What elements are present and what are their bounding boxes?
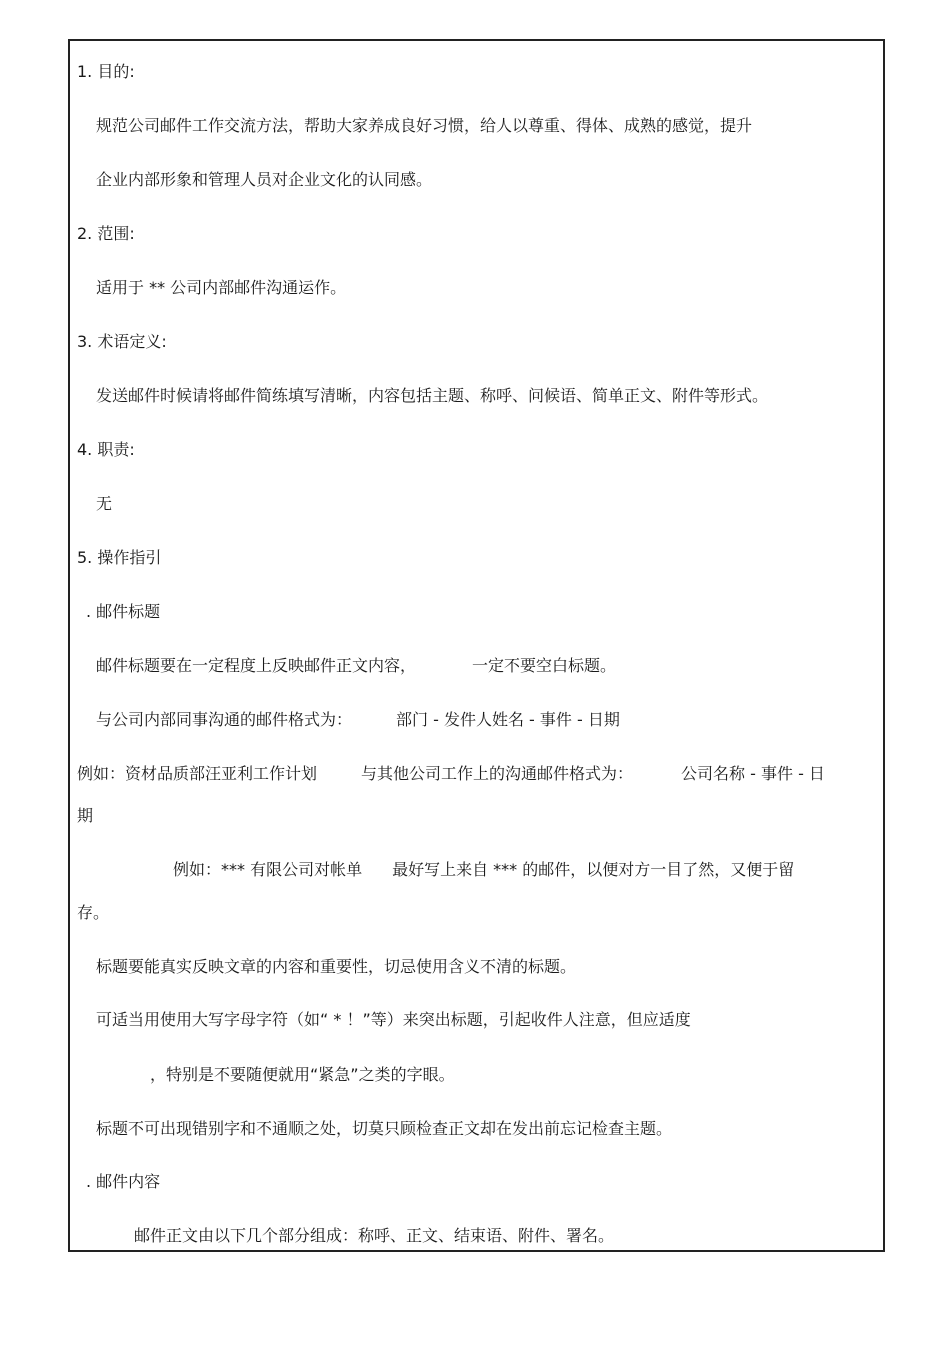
paragraph-internal-format-label: 与公司内部同事沟通的邮件格式为： — [96, 710, 353, 729]
section-5-heading: 5. 操作指引 — [77, 548, 162, 567]
paragraph-title-emphasis-continued: ，特别是不要随便就用“紧急”之类的字眼。 — [150, 1065, 455, 1084]
section-3-text: 发送邮件时候请将邮件简练填写清晰，内容包括主题、称呼、问候语、简单正文、附件等形式。 — [96, 386, 769, 405]
paragraph-content-structure: 邮件正文由以下几个部分组成：称呼、正文、结束语、附件、署名。 — [134, 1226, 615, 1245]
section-1-text-line-1: 规范公司邮件工作交流方法，帮助大家养成良好习惯，给人以尊重、得体、成熟的感觉，提升 — [96, 116, 753, 135]
paragraph-example-external-format-continued: 期 — [77, 806, 94, 825]
subsection-email-title-heading: . 邮件标题 — [86, 602, 161, 621]
external-format-pattern: 公司名称 - 事件 - 日 — [681, 764, 825, 783]
paragraph-title-requirement-part-1: 邮件标题要在一定程度上反映邮件正文内容， — [96, 656, 417, 675]
paragraph-title-proofread: 标题不可出现错别字和不通顺之处，切莫只顾检查正文却在发出前忘记检查主题。 — [96, 1119, 673, 1138]
section-4-text: 无 — [96, 494, 113, 513]
section-2-heading: 2. 范围: — [77, 224, 135, 243]
paragraph-internal-format — [96, 710, 620, 730]
paragraph-title-requirement-part-2: 一定不要空白标题。 — [472, 656, 617, 675]
section-4-heading: 4. 职责: — [77, 440, 135, 459]
example-external-title: 例如：*** 有限公司对帐单 — [173, 860, 363, 879]
external-format-label: 与其他公司工作上的沟通邮件格式为： — [361, 764, 634, 783]
section-1-heading: 1. 目的: — [77, 62, 135, 81]
paragraph-example-external — [173, 860, 794, 880]
paragraph-example-external-format — [77, 764, 825, 784]
section-1-text-line-2: 企业内部形象和管理人员对企业文化的认同感。 — [96, 170, 433, 189]
example-external-advice: 最好写上来自 *** 的邮件，以便对方一目了然，又便于留 — [392, 860, 795, 879]
section-3-heading: 3. 术语定义: — [77, 332, 167, 351]
paragraph-title-emphasis: 可适当用使用大写字母字符（如“ * ！”等）来突出标题，引起收件人注意，但应适度 — [96, 1010, 691, 1029]
paragraph-title-accuracy: 标题要能真实反映文章的内容和重要性，切忌使用含义不清的标题。 — [96, 957, 577, 976]
paragraph-title-requirement — [96, 656, 616, 676]
paragraph-example-external-continued: 存。 — [77, 903, 110, 922]
example-internal-title: 例如：资材品质部汪亚利工作计划 — [77, 764, 318, 783]
section-2-text: 适用于 ** 公司内部邮件沟通运作。 — [96, 278, 347, 297]
subsection-email-content-heading: . 邮件内容 — [86, 1172, 161, 1191]
paragraph-internal-format-pattern: 部门 - 发件人姓名 - 事件 - 日期 — [396, 710, 620, 729]
